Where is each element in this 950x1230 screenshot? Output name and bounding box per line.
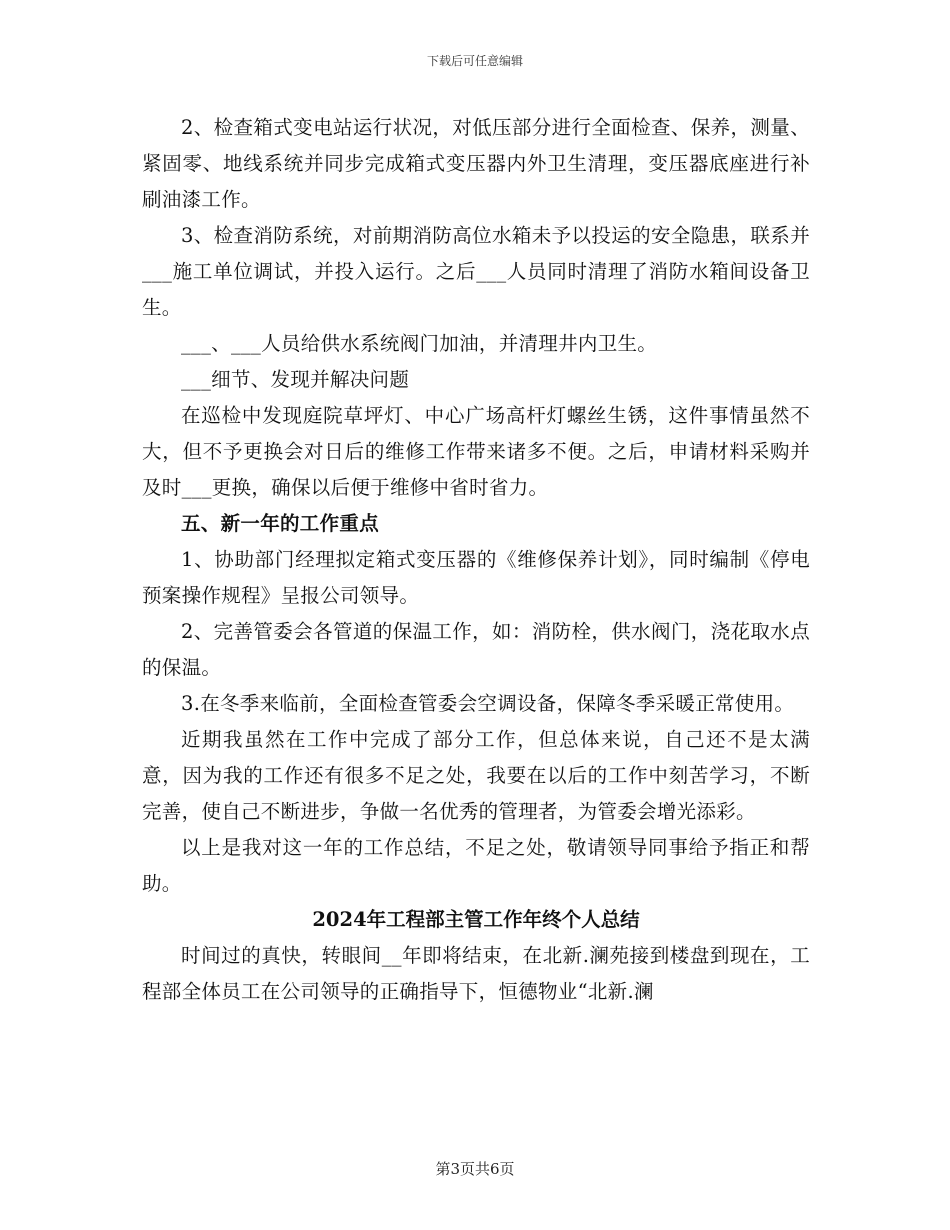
paragraph-item-3-fire-system: 3、检查消防系统，对前期消防高位水箱未予以投运的安全隐患，联系并___施工单位调试，并投入运行。之后___人员同时清理了消防水箱间设备卫生。 (142, 224, 810, 319)
paragraph-valve-maintenance: ___、___人员给供水系统阀门加油，并清理井内卫生。 (181, 332, 658, 355)
paragraph-focus-2: 2、完善管委会各管道的保温工作，如：消防栓，供水阀门，浇花取水点的保温。 (142, 620, 810, 679)
paragraph-patrol-findings: 在巡检中发现庭院草坪灯、中心广场高杆灯螺丝生锈，这件事情虽然不大，但不予更换会对日后的维修工作带来诸多不便。之后，申请材料采购并及时___更换，确保以后便于维修中省时省力。 (142, 404, 810, 499)
paragraph-focus-1: 1、协助部门经理拟定箱式变压器的《维修保养计划》，同时编制《停电预案操作规程》呈报公司领导。 (142, 548, 810, 607)
section-heading-new-year-focus: 五、新一年的工作重点 (181, 512, 380, 535)
paragraph-intro: 时间过的真快，转眼间__年即将结束，在北新.澜苑接到楼盘到现在，工程部全体员工在公司领导的正确指导下，恒德物业“北新.澜 (142, 944, 810, 1003)
document-body (142, 110, 810, 1010)
paragraph-closing: 以上是我对这一年的工作总结，不足之处，敬请领导同事给予指正和帮助。 (142, 836, 810, 895)
paragraph-focus-3: 3.在冬季来临前，全面检查管委会空调设备，保障冬季采暖正常使用。 (181, 692, 795, 715)
paragraph-item-2-inspection: 2、检查箱式变电站运行状况，对低压部分进行全面检查、保养，测量、紧固零、地线系统并同步完成箱式变压器内外卫生清理，变压器底座进行补刷油漆工作。 (142, 116, 810, 211)
paragraph-details-heading: ___细节、发现并解决问题 (181, 368, 410, 391)
paragraph-self-assessment: 近期我虽然在工作中完成了部分工作，但总体来说，自己还不是太满意，因为我的工作还有很多不足之处，我要在以后的工作中刻苦学习，不断完善，使自己不断进步，争做一名优秀的管理者，为管委会增光添彩。 (142, 728, 810, 823)
page-header: 下载后可任意编辑 (426, 54, 523, 68)
document-title: 2024年工程部主管工作年终个人总结 (312, 908, 640, 931)
page-number: 第3页共6页 (435, 1160, 515, 1178)
